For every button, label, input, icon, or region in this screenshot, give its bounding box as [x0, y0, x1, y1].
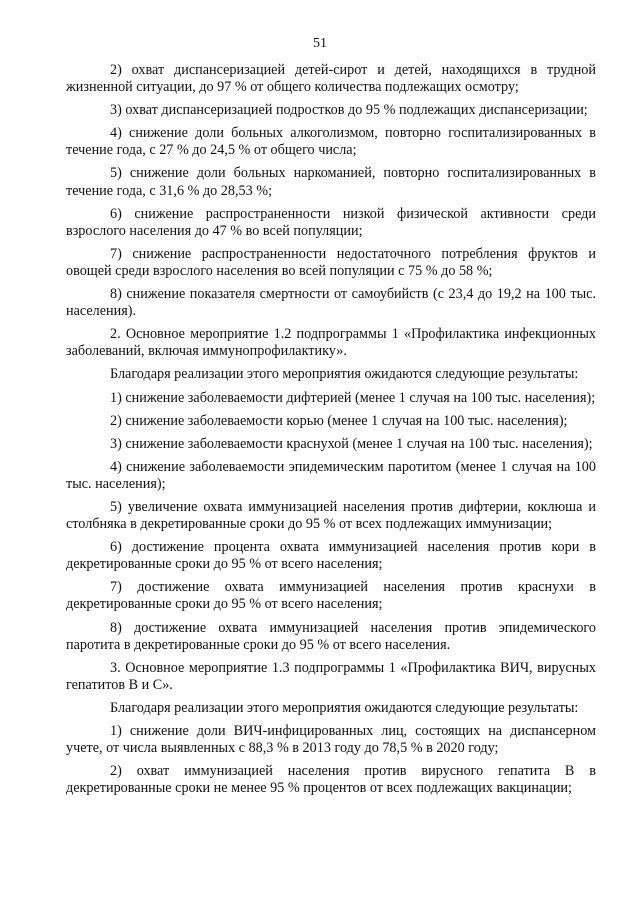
paragraph: 4) снижение доли больных алкоголизмом, повторно госпитализированных в течение года, с 27 % до 24,5 % от общего числа;: [66, 125, 596, 159]
page-number: 51: [313, 36, 327, 51]
paragraph: 6) снижение распространенности низкой физической активности среди взрослого населения до 47 % во всей популяции;: [66, 205, 596, 239]
paragraph: 2) охват диспансеризацией детей-сирот и детей, находящихся в трудной жизненной ситуации, до 97 % от общего количества подлежащих осмотру;: [66, 62, 596, 96]
paragraph: 3. Основное мероприятие 1.3 подпрограммы 1 «Профилактика ВИЧ, вирусных гепатитов В и С».: [66, 659, 596, 693]
paragraph: 4) снижение заболеваемости эпидемическим паротитом (менее 1 случая на 100 тыс. населения);: [66, 458, 596, 492]
paragraph: 3) охват диспансеризацией подростков до 95 % подлежащих диспансеризации;: [110, 102, 588, 119]
paragraph: 2) снижение заболеваемости корью (менее 1 случая на 100 тыс. населения);: [110, 412, 568, 429]
document-body: [66, 62, 596, 803]
paragraph: 5) снижение доли больных наркоманией, повторно госпитализированных в течение года, с 31,6 % до 28,53 %;: [66, 165, 596, 199]
paragraph: 7) достижение охвата иммунизацией населения против краснухи в декретированные сроки до 95 % от всего населения;: [66, 579, 596, 613]
paragraph: 2) охват иммунизацией населения против вирусного гепатита В в декретированные сроки не менее 95 % процентов от всех подлежащих вакцинации;: [66, 763, 596, 797]
paragraph: 1) снижение заболеваемости дифтерией (менее 1 случая на 100 тыс. населения);: [110, 389, 596, 406]
paragraph: Благодаря реализации этого мероприятия ожидаются следующие результаты:: [110, 366, 579, 383]
paragraph: 3) снижение заболеваемости краснухой (менее 1 случая на 100 тыс. населения);: [110, 435, 593, 452]
paragraph: Благодаря реализации этого мероприятия ожидаются следующие результаты:: [110, 699, 579, 716]
paragraph: 8) снижение показателя смертности от самоубийств (с 23,4 до 19,2 на 100 тыс. населения).: [66, 286, 596, 320]
paragraph: 8) достижение охвата иммунизацией населения против эпидемического паротита в декретированные сроки до 95 % от всего населения.: [66, 619, 596, 653]
paragraph: 2. Основное мероприятие 1.2 подпрограммы 1 «Профилактика инфекционных заболеваний, включая иммунопрофилактику».: [66, 326, 596, 360]
paragraph: 7) снижение распространенности недостаточного потребления фруктов и овощей среди взрослого населения во всей популяции с 75 % до 58 %;: [66, 245, 596, 279]
paragraph: 1) снижение доли ВИЧ-инфицированных лиц, состоящих на диспансерном учете, от числа выявленных с 88,3 % в 2013 году до 78,5 % в 2020 году;: [66, 723, 596, 757]
paragraph: 6) достижение процента охвата иммунизацией населения против кори в декретированные сроки до 95 % от всего населения;: [66, 539, 596, 573]
paragraph: 5) увеличение охвата иммунизацией населения против дифтерии, коклюша и столбняка в декретированные сроки до 95 % от всех подлежащих иммунизации;: [66, 498, 596, 533]
